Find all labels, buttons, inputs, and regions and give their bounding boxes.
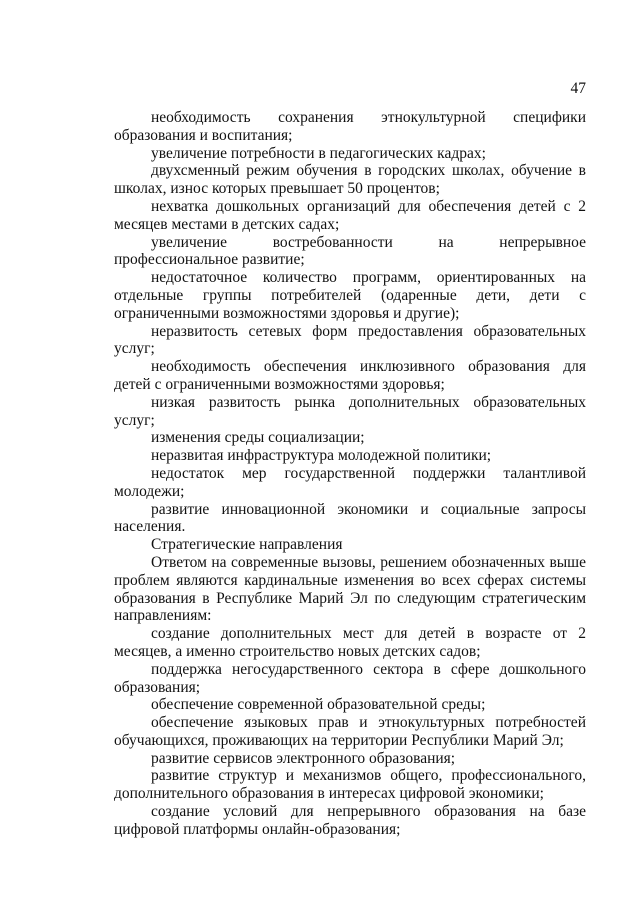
list-item: обеспечение языковых прав и этнокультурных потребностей обучающихся, проживающих на территории Республики Марий Эл;	[114, 714, 586, 749]
list-item: двухсменный режим обучения в городских школах, обучение в школах, износ которых превышает 50 процентов;	[114, 162, 586, 198]
section-heading: Стратегические направления	[151, 536, 343, 554]
list-item: низкая развитость рынка дополнительных образовательных услуг;	[114, 393, 586, 429]
intro-paragraph: Ответом на современные вызовы, решением обозначенных выше проблем являются кардинальные изменения во всех сферах системы образования в Республике Марий Эл по следующим стратегическим направлениям:	[114, 553, 586, 625]
document-body	[114, 109, 586, 839]
list-item: изменения среды социализации;	[151, 429, 365, 447]
list-item: нехватка дошкольных организаций для обеспечения детей с 2 месяцев местами в детских садах;	[114, 197, 586, 233]
list-item: неразвитость сетевых форм предоставления образовательных услуг;	[114, 322, 586, 358]
list-item: неразвитая инфраструктура молодежной политики;	[151, 447, 492, 465]
list-item: недостаток мер государственной поддержки талантливой молодежи;	[114, 464, 586, 500]
list-item: увеличение потребности в педагогических кадрах;	[151, 144, 486, 162]
directions-list	[114, 625, 586, 839]
list-item: необходимость сохранения этнокультурной специфики образования и воспитания;	[114, 109, 586, 144]
list-item: недостаточное количество программ, ориентированных на отдельные группы потребителей (одаренные дети, дети с ограниченными возможностями здоровья и другие);	[114, 269, 586, 322]
list-item: развитие инновационной экономики и социальные запросы населения.	[114, 500, 586, 536]
list-item: увеличение востребованности на непрерывное профессиональное развитие;	[114, 233, 586, 269]
list-item: развитие структур и механизмов общего, профессионального, дополнительного образования в интересах цифровой экономики;	[114, 767, 586, 803]
page-number: 47	[570, 80, 586, 97]
list-item: необходимость обеспечения инклюзивного образования для детей с ограниченными возможностями здоровья;	[114, 358, 586, 393]
problems-list	[114, 109, 586, 536]
list-item: создание условий для непрерывного образования на базе цифровой платформы онлайн-образования;	[114, 803, 586, 838]
list-item: обеспечение современной образовательной среды;	[151, 696, 486, 714]
list-item: поддержка негосударственного сектора в сфере дошкольного образования;	[114, 660, 586, 696]
list-item: создание дополнительных мест для детей в возрасте от 2 месяцев, а именно строительство новых детских садов;	[114, 625, 586, 660]
list-item: развитие сервисов электронного образования;	[151, 749, 456, 767]
